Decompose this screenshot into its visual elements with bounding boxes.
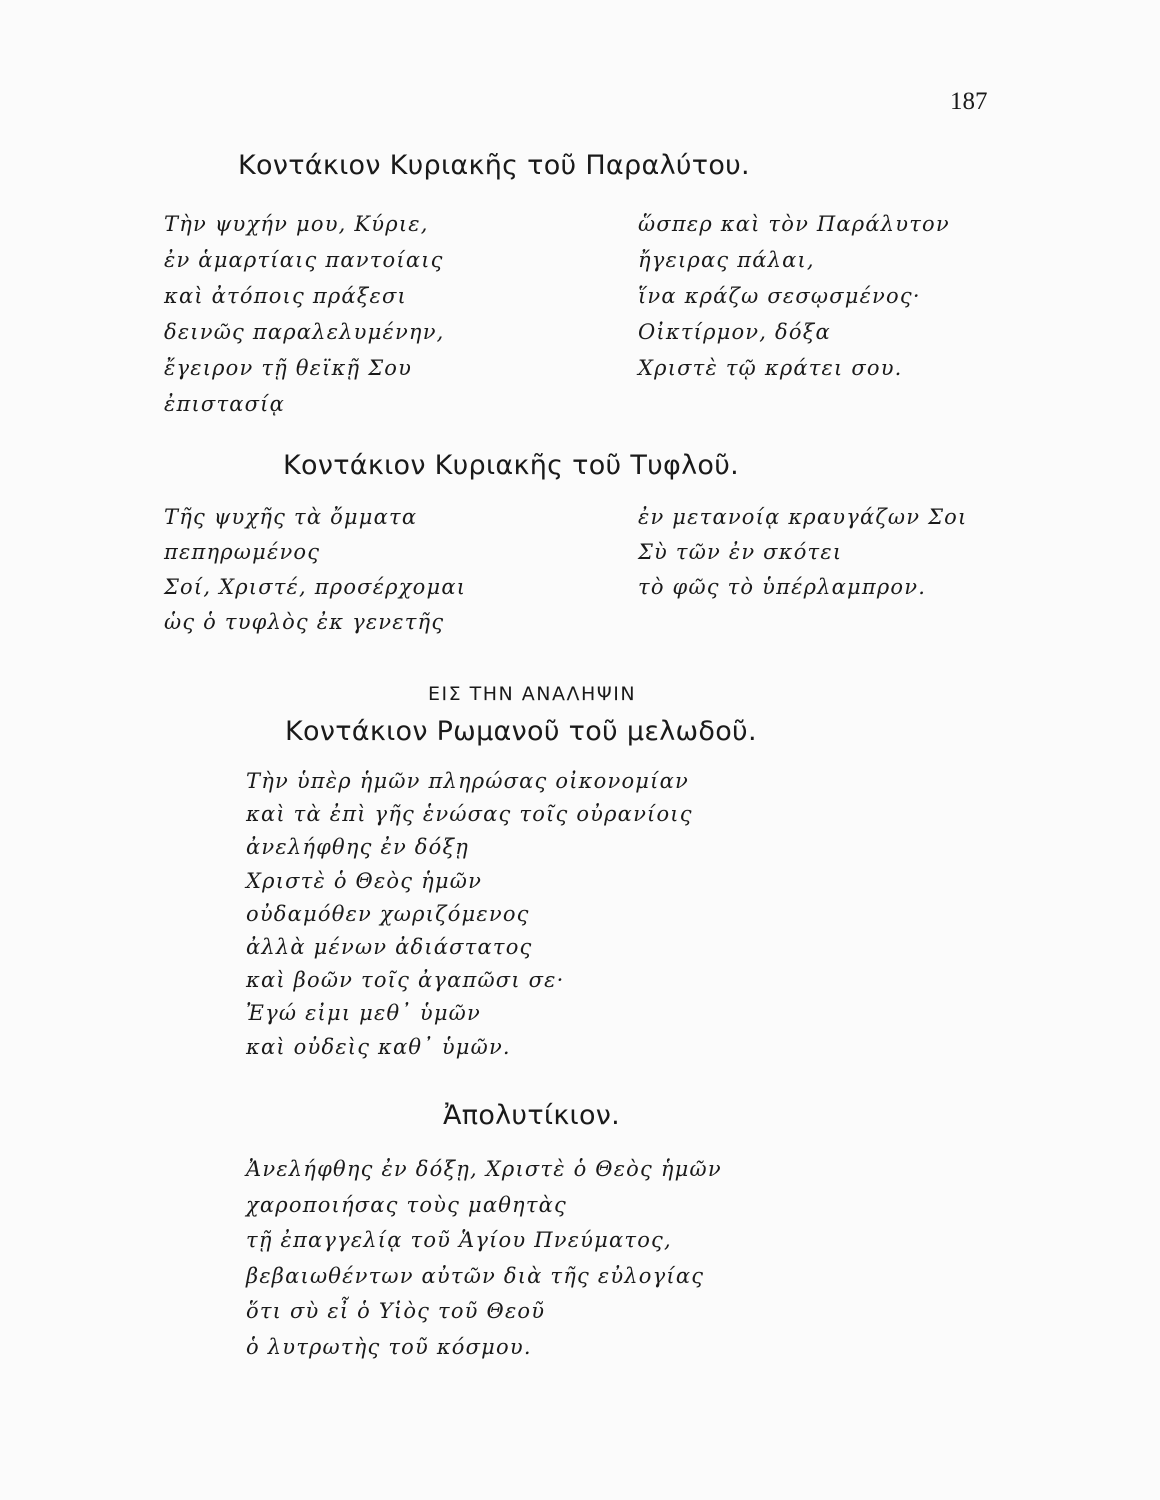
verse-line: καὶ τὰ ἐπὶ γῆς ἑνώσας τοῖς οὐρανίοις bbox=[246, 802, 693, 827]
verse-line: Χριστὲ τῷ κράτει σου. bbox=[638, 356, 903, 380]
verse-line: ἔγειρον τῇ θεϊκῇ Σου bbox=[164, 356, 413, 380]
verse-line: καὶ βοῶν τοῖς ἀγαπῶσι σε· bbox=[246, 968, 565, 993]
verse-line: βεβαιωθέντων αὐτῶν διὰ τῆς εὐλογίας bbox=[246, 1263, 705, 1288]
section-subtitle-ascension: ΕΙΣ ΤΗΝ ΑΝΑΛΗΨΙΝ bbox=[428, 683, 637, 705]
section-title-apolytikion: Ἀπολυτίκιον. bbox=[443, 1100, 621, 1131]
verse-line: ὡς ὁ τυφλὸς ἐκ γενετῆς bbox=[164, 610, 445, 634]
paralytic-left-column bbox=[164, 206, 445, 422]
verse-line: ὁ λυτρωτὴς τοῦ κόσμου. bbox=[246, 1334, 532, 1359]
verse-line: Χριστὲ ὁ Θεὸς ἡμῶν bbox=[246, 868, 483, 893]
verse-line: Τῆς ψυχῆς τὰ ὄμματα bbox=[164, 505, 418, 529]
verse-line: ὥσπερ καὶ τὸν Παράλυτον bbox=[638, 212, 950, 236]
verse-line: Σοί, Χριστέ, προσέρχομαι bbox=[164, 575, 467, 599]
verse-line: καὶ ἀτόποις πράξεσι bbox=[164, 284, 407, 308]
verse-line: Σὺ τῶν ἐν σκότει bbox=[638, 540, 843, 564]
verse-line: ἐπιστασίᾳ bbox=[164, 392, 285, 416]
verse-line: δεινῶς παραλελυμένην, bbox=[164, 320, 445, 344]
section-title-blind: Κοντάκιον Κυριακῆς τοῦ Τυφλοῦ. bbox=[283, 450, 740, 481]
verse-line: ἀνελήφθης ἐν δόξῃ bbox=[246, 835, 470, 860]
verse-line: τῇ ἐπαγγελίᾳ τοῦ Ἁγίου Πνεύματος, bbox=[246, 1228, 672, 1253]
verse-line: πεπηρωμένος bbox=[164, 540, 321, 564]
verse-line: καὶ οὐδεὶς καθ᾽ ὑμῶν. bbox=[246, 1034, 511, 1059]
section-title-romanos: Κοντάκιον Ρωμανοῦ τοῦ μελωδοῦ. bbox=[285, 716, 757, 747]
page-number: 187 bbox=[950, 88, 988, 115]
verse-line: ἤγειρας πάλαι, bbox=[638, 248, 815, 272]
romanos-verse-block bbox=[246, 765, 693, 1064]
verse-line: Ἐγώ εἰμι μεθ᾽ ὑμῶν bbox=[246, 1001, 481, 1026]
verse-line: Τὴν ψυχήν μου, Κύριε, bbox=[164, 212, 429, 236]
verse-line: ἵνα κράζω σεσῳσμένος· bbox=[638, 284, 921, 308]
section-title-paralytic: Κοντάκιον Κυριακῆς τοῦ Παραλύτου. bbox=[238, 150, 750, 181]
blind-left-column bbox=[164, 500, 466, 640]
blind-right-column bbox=[638, 500, 967, 605]
verse-line: Ἀνελήφθης ἐν δόξῃ, Χριστὲ ὁ Θεὸς ἡμῶν bbox=[246, 1157, 722, 1181]
verse-line: ὅτι σὺ εἶ ὁ Υἱὸς τοῦ Θεοῦ bbox=[246, 1299, 546, 1324]
verse-line: ἀλλὰ μένων ἀδιάστατος bbox=[246, 935, 533, 960]
verse-line: χαροποιήσας τοὺς μαθητὰς bbox=[246, 1192, 567, 1217]
paralytic-right-column bbox=[638, 206, 950, 386]
apolytikion-verse-block bbox=[246, 1152, 722, 1366]
verse-line: ἐν ἁμαρτίαις παντοίαις bbox=[164, 248, 444, 272]
verse-line: Τὴν ὑπὲρ ἡμῶν πληρώσας οἰκονομίαν bbox=[246, 769, 689, 793]
verse-line: ἐν μετανοίᾳ κραυγάζων Σοι bbox=[638, 505, 968, 529]
verse-line: Οἰκτίρμον, δόξα bbox=[638, 320, 831, 344]
verse-line: οὐδαμόθεν χωριζόμενος bbox=[246, 901, 530, 926]
verse-line: τὸ φῶς τὸ ὑπέρλαμπρον. bbox=[638, 575, 927, 599]
